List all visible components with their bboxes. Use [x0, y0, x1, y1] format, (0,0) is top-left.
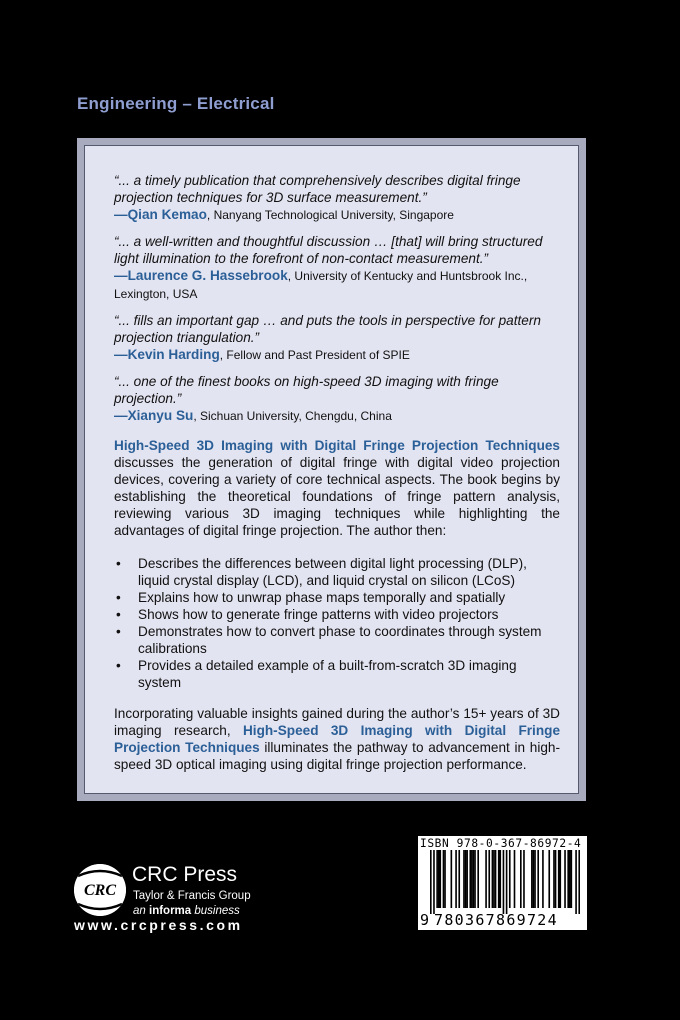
barcode-bar [488, 850, 490, 908]
book-title: High-Speed 3D Imaging with Digital Fringe Projection Techniques [114, 723, 561, 755]
barcode-bar [466, 850, 468, 908]
barcode-bar [473, 850, 475, 908]
isbn-barcode-box [418, 836, 587, 930]
isbn-rest-digits: 780367869724 [434, 911, 558, 929]
book-title: High-Speed 3D Imaging with Digital Fringe Projection Techniques [114, 438, 560, 453]
reviewer-affiliation: , Fellow and Past President of SPIE [219, 348, 410, 362]
feature-item: • Provides a detailed example of a built-from-scratch 3D imaging system [114, 657, 560, 691]
barcode-bar [514, 850, 516, 908]
crc-logo-icon [74, 864, 126, 916]
barcode-bar [567, 850, 569, 908]
closing-text-after: illuminates the pathway to advancement in high-speed 3D optical imaging using digital fringe projection performance. [114, 740, 560, 772]
review-quote [114, 233, 560, 303]
barcode-bar [463, 850, 465, 908]
barcode-bar [569, 850, 571, 908]
publisher-url: www.crcpress.com [74, 917, 243, 933]
barcode-bar [430, 850, 432, 914]
barcode-icon [430, 850, 580, 914]
barcode-bar [436, 850, 438, 908]
feature-item: • Demonstrates how to convert phase to coordinates through system calibrations [114, 623, 560, 657]
barcode-bar [533, 850, 535, 908]
barcode-bar [564, 850, 566, 908]
logo-mark-text: CRC [83, 882, 117, 899]
quote-text: “... fills an important gap … and puts the tools in perspective for pattern projection triangulation.” [114, 313, 541, 345]
barcode-bar [485, 850, 487, 908]
barcode-bar [503, 850, 505, 914]
barcode-bar [443, 850, 445, 908]
book-description [114, 437, 560, 539]
barcode-bar [553, 850, 555, 908]
barcode-bar [571, 850, 573, 908]
quote-text: “... one of the finest books on high-speed 3D imaging with fringe projection.” [114, 374, 499, 406]
reviewer-name: Kevin Harding [127, 347, 220, 362]
reviewer-name: Xianyu Su [127, 408, 194, 423]
review-quote [114, 312, 560, 364]
review-quote [114, 172, 560, 224]
feature-item: • Explains how to unwrap phase maps temporally and spatially [114, 589, 560, 606]
isbn-first-digit: 9 [420, 911, 430, 929]
barcode-bar [498, 850, 500, 908]
barcode-bar [506, 850, 508, 914]
quote-attribution: —Qian Kemao, Nanyang Technological University, Singapore [114, 207, 454, 222]
barcode-bar [499, 850, 501, 908]
barcode-bar [520, 850, 522, 908]
category-label: Engineering – Electrical [77, 94, 275, 113]
publisher-name: CRC Press [132, 863, 238, 886]
barcode-bar [559, 850, 561, 908]
reviewer-affiliation: , Sichuan University, Chengdu, China [193, 409, 392, 423]
closing-paragraph [114, 705, 560, 773]
quote-attribution: —Laurence G. Hassebrook, University of Kentucky and Huntsbrook Inc., Lexington, USA [114, 268, 528, 301]
reviewer-affiliation: , University of Kentucky and Huntsbrook Inc., Lexington, USA [114, 269, 528, 301]
closing-text-before: Incorporating valuable insights gained during the author’s 15+ years of 3D imaging research, [114, 706, 560, 738]
barcode-bar [439, 850, 441, 908]
barcode-bar [493, 850, 495, 908]
barcode-bar [555, 850, 557, 908]
barcode-bar [495, 850, 497, 908]
barcode-bar [438, 850, 440, 908]
feature-item: • Describes the differences between digital light processing (DLP), liquid crystal display (LCD), and liquid crystal on silicon (LCoS) [114, 555, 560, 589]
barcode-bar [531, 850, 533, 908]
barcode-bar [534, 850, 536, 908]
publisher-group: Taylor & Francis Group [133, 890, 251, 902]
review-quote [114, 373, 560, 425]
barcode-bar [578, 850, 580, 914]
reviewer-name: Qian Kemao [127, 207, 207, 222]
quote-attribution: —Kevin Harding, Fellow and Past President of SPIE [114, 347, 410, 362]
barcode-bar [575, 850, 577, 914]
description-text: discusses the generation of digital fringe with digital video projection devices, covering a variety of core technical aspects. The book begins by establishing the theoretical foundations of fringe pattern analysis, reviewing various 3D imaging techniques while highlighting the advantages of digital fringe projection. The author then: [114, 455, 560, 538]
barcode-bar [548, 850, 550, 908]
reviewer-affiliation: , Nanyang Technological University, Singapore [206, 208, 454, 222]
barcode-bar [469, 850, 471, 908]
feature-list [114, 555, 560, 691]
barcode-bar [451, 850, 453, 908]
description-panel [77, 138, 586, 801]
publisher-tagline: an informa business [133, 905, 240, 917]
barcode-bar [558, 850, 560, 908]
barcode-bar [474, 850, 476, 908]
barcode-bar [433, 850, 435, 914]
reviewer-name: Laurence G. Hassebrook [127, 268, 288, 283]
barcode-bar [523, 850, 525, 908]
quote-attribution: —Xianyu Su, Sichuan University, Chengdu, China [114, 408, 392, 423]
barcode-bar [537, 850, 539, 908]
description-panel-inner [84, 145, 579, 794]
barcode-bar [465, 850, 467, 908]
barcode-bar [509, 850, 511, 908]
barcode-bar [458, 850, 460, 908]
quote-text: “... a well-written and thoughtful discussion … [that] will bring structured light illumination to the forefront of non-contact measurement.” [114, 234, 543, 266]
barcode-bar [477, 850, 479, 908]
barcode-bar [492, 850, 494, 908]
barcode-bar [444, 850, 446, 908]
feature-item: • Shows how to generate fringe patterns with video projectors [114, 606, 560, 623]
barcode-bar [455, 850, 457, 908]
barcode-bar [471, 850, 473, 908]
quote-text: “... a timely publication that comprehensively describes digital fringe projection techniques for 3D surface measurement.” [114, 173, 521, 205]
isbn-label: ISBN 978-0-367-86972-4 [420, 837, 582, 850]
barcode-bar [542, 850, 544, 908]
